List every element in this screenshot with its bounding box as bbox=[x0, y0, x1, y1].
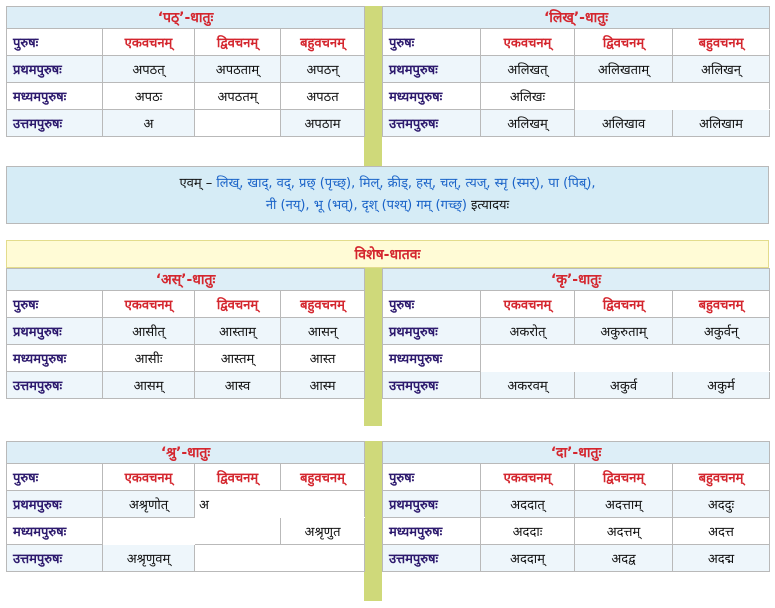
cell: अलिखत् bbox=[481, 56, 575, 83]
cell: आसीत् bbox=[103, 318, 195, 345]
header-ekavachana: एकवचनम् bbox=[481, 291, 575, 318]
blank-cell bbox=[195, 545, 281, 572]
row-label: उत्तमपुरुषः bbox=[7, 110, 103, 137]
header-purusha: पुरुषः bbox=[7, 291, 103, 318]
table-row bbox=[383, 491, 770, 518]
note-verbs-1: लिख्, खाद्, वद्, प्रछ् (पृच्छ्), मिल्, क्रीड्, हस्, चल्, त्यज्, स्मृ (स्मर्), पा (पिब्), bbox=[216, 176, 596, 191]
cell: अददुः bbox=[673, 491, 770, 518]
header-ekavachana: एकवचनम् bbox=[103, 291, 195, 318]
shru-dhatu-table bbox=[6, 441, 365, 572]
blank-cell bbox=[481, 345, 770, 372]
row-label: प्रथमपुरुषः bbox=[7, 491, 103, 518]
cell: अदत्त bbox=[673, 518, 770, 545]
blank-cell bbox=[575, 83, 770, 110]
cell: अश्रृणुवम् bbox=[103, 545, 195, 572]
cell: अपठत bbox=[281, 83, 365, 110]
table-row bbox=[7, 318, 365, 345]
row-label: मध्यमपुरुषः bbox=[383, 83, 481, 110]
header-ekavachana: एकवचनम् bbox=[103, 464, 195, 491]
header-bahuvachana: बहुवचनम् bbox=[281, 291, 365, 318]
header-purusha: पुरुषः bbox=[7, 464, 103, 491]
blank-cell bbox=[281, 491, 365, 518]
row-label: मध्यमपुरुषः bbox=[383, 345, 481, 372]
cell: अपठाम bbox=[281, 110, 365, 137]
cell: अकुर्वन् bbox=[673, 318, 770, 345]
header-dvivachana: द्विवचनम् bbox=[195, 464, 281, 491]
cell: अलिखताम् bbox=[575, 56, 673, 83]
cell: आसम् bbox=[103, 372, 195, 399]
cell: आस्तम् bbox=[195, 345, 281, 372]
header-purusha: पुरुषः bbox=[383, 464, 481, 491]
cell: अश्रृणोत् bbox=[103, 491, 195, 518]
cell: आसन् bbox=[281, 318, 365, 345]
table-row bbox=[383, 518, 770, 545]
cell: अदद्म bbox=[673, 545, 770, 572]
special-dhatu-heading bbox=[6, 240, 769, 268]
row-label: प्रथमपुरुषः bbox=[383, 56, 481, 83]
cell: अदत्ताम् bbox=[575, 491, 673, 518]
header-dvivachana: द्विवचनम् bbox=[195, 29, 281, 56]
row-label: उत्तमपुरुषः bbox=[383, 372, 481, 399]
bottom-section bbox=[6, 441, 769, 601]
table-row bbox=[383, 318, 770, 345]
blank-cell bbox=[103, 518, 195, 545]
cell: अपठताम् bbox=[195, 56, 281, 83]
row-label: मध्यमपुरुषः bbox=[383, 518, 481, 545]
header-ekavachana: एकवचनम् bbox=[481, 29, 575, 56]
table-row bbox=[383, 345, 770, 372]
cell: अ bbox=[103, 110, 195, 137]
cell: अश्रृणुत bbox=[281, 518, 365, 545]
row-label: उत्तमपुरुषः bbox=[383, 110, 481, 137]
cell: अददात् bbox=[481, 491, 575, 518]
cell: अकुरुताम् bbox=[575, 318, 673, 345]
cell: अकुर्म bbox=[673, 372, 770, 399]
cell: अलिखाव bbox=[575, 110, 673, 137]
header-bahuvachana: बहुवचनम् bbox=[673, 464, 770, 491]
cell: अदद्व bbox=[575, 545, 673, 572]
table-row bbox=[383, 110, 770, 137]
table-row bbox=[7, 345, 365, 372]
cell: अपठः bbox=[103, 83, 195, 110]
blank-cell bbox=[281, 545, 365, 572]
table-title: ‘लिख्’-धातुः bbox=[383, 7, 770, 29]
table-row bbox=[383, 83, 770, 110]
header-dvivachana: द्विवचनम् bbox=[195, 291, 281, 318]
top-section bbox=[6, 6, 769, 224]
cell: अपठन् bbox=[281, 56, 365, 83]
special-heading-text: विशेष-धातवः bbox=[354, 247, 421, 263]
cell: आसीः bbox=[103, 345, 195, 372]
partial-cell: अ bbox=[195, 491, 281, 518]
header-dvivachana: द्विवचनम् bbox=[575, 291, 673, 318]
kri-dhatu-table bbox=[382, 268, 770, 399]
note-box bbox=[6, 166, 769, 224]
note-verbs-2: नी (नय्), भू (भव्), दृश् (पश्य्) गम् (गच्छ्) bbox=[265, 198, 467, 213]
blank-cell bbox=[195, 110, 281, 137]
cell: अलिखाम bbox=[673, 110, 770, 137]
row-label: प्रथमपुरुषः bbox=[7, 56, 103, 83]
note-prefix: एवम् – bbox=[179, 176, 217, 191]
center-divider bbox=[364, 441, 382, 601]
header-purusha: पुरुषः bbox=[7, 29, 103, 56]
likh-dhatu-table bbox=[382, 6, 770, 137]
header-bahuvachana: बहुवचनम् bbox=[281, 29, 365, 56]
cell: अपठतम् bbox=[195, 83, 281, 110]
header-purusha: पुरुषः bbox=[383, 29, 481, 56]
row-label: उत्तमपुरुषः bbox=[383, 545, 481, 572]
cell: अददाः bbox=[481, 518, 575, 545]
as-dhatu-table bbox=[6, 268, 365, 399]
header-bahuvachana: बहुवचनम् bbox=[281, 464, 365, 491]
header-bahuvachana: बहुवचनम् bbox=[673, 291, 770, 318]
table-row bbox=[7, 372, 365, 399]
cell: अलिखम् bbox=[481, 110, 575, 137]
header-ekavachana: एकवचनम् bbox=[481, 464, 575, 491]
cell: आस्म bbox=[281, 372, 365, 399]
table-row bbox=[7, 518, 365, 545]
cell: अददाम् bbox=[481, 545, 575, 572]
table-row bbox=[383, 56, 770, 83]
cell: अकरोत् bbox=[481, 318, 575, 345]
note-line-2 bbox=[7, 195, 768, 217]
table-title: ‘श्रु’-धातुः bbox=[7, 442, 365, 464]
table-row bbox=[7, 491, 365, 518]
center-divider bbox=[364, 268, 382, 426]
row-label: मध्यमपुरुषः bbox=[7, 345, 103, 372]
row-label: प्रथमपुरुषः bbox=[383, 491, 481, 518]
table-title: ‘कृ’-धातुः bbox=[383, 269, 770, 291]
row-label: उत्तमपुरुषः bbox=[7, 545, 103, 572]
cell: अपठत् bbox=[103, 56, 195, 83]
table-row bbox=[7, 545, 365, 572]
row-label: मध्यमपुरुषः bbox=[7, 83, 103, 110]
middle-section bbox=[6, 268, 769, 426]
cell: आस्ताम् bbox=[195, 318, 281, 345]
cell: अकुर्व bbox=[575, 372, 673, 399]
table-row bbox=[7, 110, 365, 137]
table-row bbox=[7, 56, 365, 83]
header-dvivachana: द्विवचनम् bbox=[575, 464, 673, 491]
table-title: ‘अस्’-धातुः bbox=[7, 269, 365, 291]
header-bahuvachana: बहुवचनम् bbox=[673, 29, 770, 56]
row-label: प्रथमपुरुषः bbox=[7, 318, 103, 345]
daa-dhatu-table bbox=[382, 441, 770, 572]
row-label: उत्तमपुरुषः bbox=[7, 372, 103, 399]
center-divider bbox=[364, 6, 382, 166]
table-row bbox=[383, 372, 770, 399]
table-row bbox=[7, 83, 365, 110]
header-purusha: पुरुषः bbox=[383, 291, 481, 318]
header-ekavachana: एकवचनम् bbox=[103, 29, 195, 56]
table-title: ‘दा’-धातुः bbox=[383, 442, 770, 464]
cell: आस्व bbox=[195, 372, 281, 399]
table-row bbox=[383, 545, 770, 572]
cell: अदत्तम् bbox=[575, 518, 673, 545]
note-line-1 bbox=[7, 173, 768, 195]
blank-cell bbox=[195, 518, 281, 545]
cell: अलिखः bbox=[481, 83, 575, 110]
header-dvivachana: द्विवचनम् bbox=[575, 29, 673, 56]
note-suffix: इत्यादयः bbox=[466, 198, 510, 213]
row-label: प्रथमपुरुषः bbox=[383, 318, 481, 345]
path-dhatu-table bbox=[6, 6, 365, 137]
table-title: ‘पठ्’-धातुः bbox=[7, 7, 365, 29]
row-label: मध्यमपुरुषः bbox=[7, 518, 103, 545]
cell: आस्त bbox=[281, 345, 365, 372]
cell: अलिखन् bbox=[673, 56, 770, 83]
cell: अकरवम् bbox=[481, 372, 575, 399]
